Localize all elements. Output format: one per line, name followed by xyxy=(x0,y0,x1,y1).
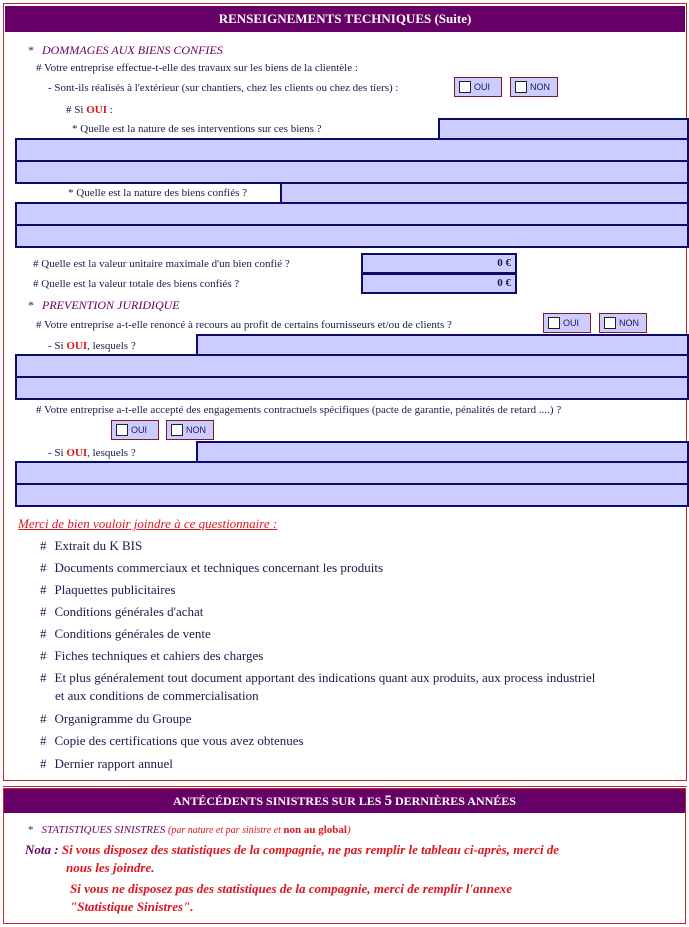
joindre-item: # Copie des certifications que vous avez obtenues xyxy=(40,733,304,748)
valeur-unitaire-input[interactable]: 0 € xyxy=(361,253,517,274)
joindre-item: # Documents commerciaux et techniques concernant les produits xyxy=(40,560,384,575)
nota-line-2: nous les joindre. xyxy=(66,860,155,875)
q-valeur-totale-label: # Quelle est la valeur totale des biens confiés ? xyxy=(33,278,240,290)
stats-heading: * STATISTIQUES SINISTRES (par nature et par sinistre et non au global) xyxy=(28,824,351,836)
checkbox-icon[interactable] xyxy=(604,317,616,329)
nature-biens-input-3[interactable] xyxy=(15,224,689,248)
joindre-item: # Fiches techniques et cahiers des charges xyxy=(40,648,264,663)
valeur-totale-input[interactable]: 0 € xyxy=(361,273,517,294)
joindre-heading: Merci de bien vouloir joindre à ce questionnaire : xyxy=(18,516,278,531)
checkbox-icon[interactable] xyxy=(171,424,183,436)
exterieur-oui-checkbox[interactable]: OUI xyxy=(454,77,502,97)
section-sinistres-title: ANTÉCÉDENTS SINISTRES SUR LES 5 DERNIÈRES ANNÉES xyxy=(4,789,685,813)
q-nature-interventions-label: * Quelle est la nature de ses interventions sur ces biens ? xyxy=(72,123,322,135)
q-nature-biens-label: * Quelle est la nature des biens confiés ? xyxy=(68,187,247,199)
checkbox-icon[interactable] xyxy=(515,81,527,93)
nota-line-3: Si vous ne disposez pas des statistiques de la compagnie, merci de remplir l'annexe xyxy=(70,881,512,896)
nature-interventions-input-2[interactable] xyxy=(15,138,689,162)
renonce-lesquels-input-2[interactable] xyxy=(15,354,689,378)
joindre-item: # Plaquettes publicitaires xyxy=(40,582,176,597)
q-exterieur-label: - Sont-ils réalisés à l'extérieur (sur chantiers, chez les clients ou chez des tiers) : xyxy=(48,82,399,94)
si-oui-label: # Si OUI : xyxy=(66,104,113,116)
q-valeur-unitaire-label: # Quelle est la valeur unitaire maximale d'un bien confié ? xyxy=(33,258,290,270)
joindre-item: # Et plus généralement tout document apportant des indications quant aux produits, aux process industriel xyxy=(40,670,596,685)
engagements-si-oui-label: - Si OUI, lesquels ? xyxy=(48,447,136,459)
nature-interventions-input-3[interactable] xyxy=(15,160,689,184)
asterisk-icon: * xyxy=(28,298,34,312)
nota-line-1: Nota : Si vous disposez des statistiques de la compagnie, ne pas remplir le tableau ci-après, merci de xyxy=(25,842,560,857)
engagements-lesquels-input-3[interactable] xyxy=(15,483,689,507)
engagements-non-checkbox[interactable]: NON xyxy=(166,420,214,440)
joindre-item: # Extrait du K BIS xyxy=(40,538,143,553)
q-renonce-label: # Votre entreprise a-t-elle renoncé à recours au profit de certains fournisseurs et/ou de clients ? xyxy=(36,319,452,331)
joindre-item: # Dernier rapport annuel xyxy=(40,756,173,771)
divider xyxy=(3,786,687,787)
renonce-lesquels-input-3[interactable] xyxy=(15,376,689,400)
section-technique-title: RENSEIGNEMENTS TECHNIQUES (Suite) xyxy=(5,6,685,32)
exterieur-non-checkbox[interactable]: NON xyxy=(510,77,558,97)
dommages-heading: * DOMMAGES AUX BIENS CONFIES xyxy=(28,43,223,57)
joindre-item-continuation: et aux conditions de commercialisation xyxy=(55,688,259,703)
nota-line-4: "Statistique Sinistres". xyxy=(70,899,194,914)
renonce-oui-checkbox[interactable]: OUI xyxy=(543,313,591,333)
renonce-si-oui-label: - Si OUI, lesquels ? xyxy=(48,340,136,352)
renonce-non-checkbox[interactable]: NON xyxy=(599,313,647,333)
asterisk-icon: * xyxy=(28,43,34,57)
prevention-heading: * PREVENTION JURIDIQUE xyxy=(28,298,180,312)
q-engagements-label: # Votre entreprise a-t-elle accepté des engagements contractuels spécifiques (pacte de garantie, pénalités de retard ....) ? xyxy=(36,404,562,416)
checkbox-icon[interactable] xyxy=(459,81,471,93)
renonce-lesquels-input-1[interactable] xyxy=(196,334,689,356)
nature-interventions-input-1[interactable] xyxy=(438,118,689,140)
engagements-lesquels-input-2[interactable] xyxy=(15,461,689,485)
engagements-lesquels-input-1[interactable] xyxy=(196,441,689,463)
nature-biens-input-1[interactable] xyxy=(280,182,689,204)
engagements-oui-checkbox[interactable]: OUI xyxy=(111,420,159,440)
q-travaux-label: # Votre entreprise effectue-t-elle des travaux sur les biens de la clientèle : xyxy=(36,62,358,74)
joindre-item: # Conditions générales de vente xyxy=(40,626,211,641)
nature-biens-input-2[interactable] xyxy=(15,202,689,226)
checkbox-icon[interactable] xyxy=(548,317,560,329)
checkbox-icon[interactable] xyxy=(116,424,128,436)
joindre-item: # Conditions générales d'achat xyxy=(40,604,204,619)
joindre-item: # Organigramme du Groupe xyxy=(40,711,192,726)
asterisk-icon: * xyxy=(28,824,34,836)
